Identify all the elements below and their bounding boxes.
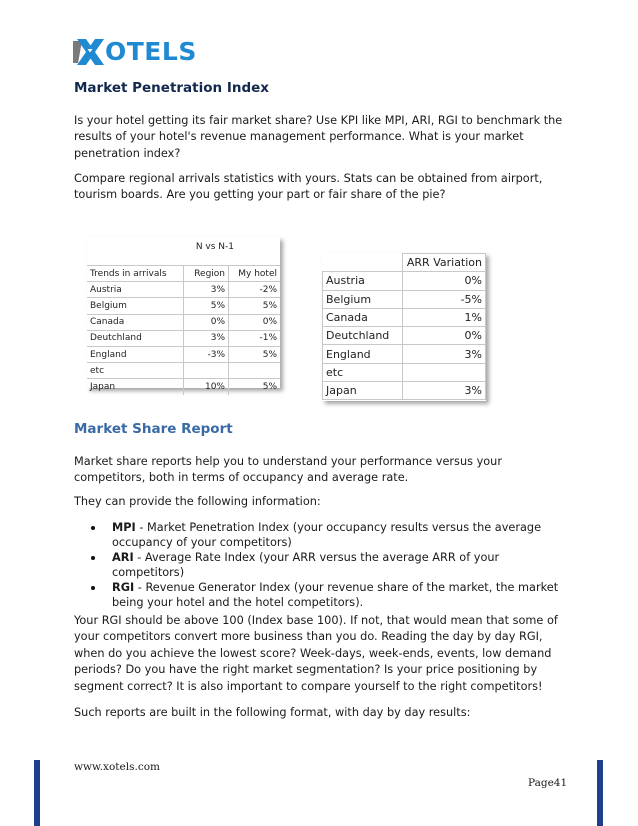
header-cell: Trends in arrivals	[87, 266, 184, 282]
section-title: Market Share Report	[74, 421, 233, 437]
country-cell: Japan	[87, 379, 184, 395]
x-logo-icon	[73, 35, 107, 69]
hotel-cell: -1%	[229, 330, 281, 346]
header-cell: ARR Variation	[403, 254, 486, 272]
table-row	[323, 382, 486, 400]
country-cell: etc	[323, 363, 403, 381]
list-item-term: ARI	[112, 551, 134, 564]
country-cell: England	[87, 346, 184, 362]
region-cell: 5%	[184, 298, 229, 314]
logo-text: OTELS	[105, 37, 197, 66]
hotel-cell: 0%	[229, 314, 281, 330]
arr-variation-table	[322, 253, 486, 401]
table-row	[87, 298, 280, 314]
region-cell: 3%	[184, 282, 229, 298]
footer-url-link[interactable]: www.xotels.com	[74, 761, 160, 773]
arr-cell: 3%	[403, 382, 486, 400]
hotel-cell: -2%	[229, 282, 281, 298]
trends-table-caption: N vs N-1	[195, 242, 234, 252]
header-cell: Region	[184, 266, 229, 282]
footer-left-bar	[34, 760, 40, 826]
country-cell: Belgium	[323, 290, 403, 308]
country-cell: Austria	[323, 272, 403, 290]
country-cell: Canada	[87, 314, 184, 330]
list-item-term: MPI	[112, 521, 136, 534]
list-item-term: RGI	[112, 581, 135, 594]
table-row	[87, 363, 280, 379]
market-share-paragraph: Market share reports help you to understand your performance versus your competitors, both in terms of occupancy and average rate.	[74, 455, 502, 485]
country-cell: Belgium	[87, 298, 184, 314]
trends-table	[87, 237, 280, 392]
table-row	[323, 327, 486, 345]
table-row	[323, 290, 486, 308]
country-cell: etc	[87, 363, 184, 379]
header-cell: My hotel	[229, 266, 281, 282]
country-cell: Deutchland	[323, 327, 403, 345]
rgi-paragraph: Your RGI should be above 100 (Index base 100). If not, that would mean that some of your competitors convert more business than you do. Reading the day by day RGI, when do you achieve the lowest score? Week-days, week-ends, events, low demand periods? Do you have the right market segmentation? Is your price positioning by segment correct? It is also important to compare yourself to the right competitors!	[74, 614, 558, 693]
arr-cell	[403, 363, 486, 381]
format-paragraph: Such reports are built in the following format, with day by day results:	[74, 706, 471, 719]
region-cell: 10%	[184, 379, 229, 395]
hotel-cell: 5%	[262, 381, 277, 392]
table-row	[87, 282, 280, 298]
page-title: Market Penetration Index	[74, 80, 269, 96]
table-row	[87, 314, 280, 330]
intro-paragraph-1: Is your hotel getting its fair market share? Use KPI like MPI, ARI, RGI to benchmark the results of your hotel's revenue management performance. What is your market penetration index?	[74, 114, 563, 160]
country-cell: Austria	[87, 282, 184, 298]
table-header-row	[323, 254, 486, 272]
list-item-desc: - Market Penetration Index (your occupancy results versus the average occupancy of your competitors)	[112, 521, 542, 549]
region-cell: 3%	[184, 330, 229, 346]
hotel-cell	[229, 363, 281, 379]
table-row	[323, 345, 486, 363]
info-intro: They can provide the following information:	[74, 495, 321, 508]
table-row	[87, 346, 280, 362]
arr-cell: 0%	[403, 272, 486, 290]
arr-cell: -5%	[403, 290, 486, 308]
region-cell: 0%	[184, 314, 229, 330]
country-cell: Canada	[323, 308, 403, 326]
info-list	[74, 520, 574, 610]
table-row	[323, 308, 486, 326]
intro-paragraph-2: Compare regional arrivals statistics with yours. Stats can be obtained from airport, tourism boards. Are you getting your part or fair share of the pie?	[74, 172, 543, 202]
region-cell: -3%	[184, 346, 229, 362]
arr-cell: 0%	[403, 327, 486, 345]
header-empty-cell	[323, 254, 403, 272]
region-cell	[184, 363, 229, 379]
footer-right-bar	[597, 760, 603, 826]
list-item-desc: - Revenue Generator Index (your revenue share of the market, the market being your hotel and the hotel competitors).	[112, 581, 559, 609]
arr-cell: 1%	[403, 308, 486, 326]
page-number: Page41	[528, 777, 568, 789]
list-item	[74, 550, 574, 580]
list-item	[74, 520, 574, 550]
table-row	[323, 363, 486, 381]
country-cell: Deutchland	[87, 330, 184, 346]
table-header-row	[87, 266, 280, 282]
table-row	[87, 379, 280, 395]
table-row	[87, 330, 280, 346]
hotel-cell: 5%	[229, 346, 281, 362]
table-row	[323, 272, 486, 290]
country-cell: Japan	[323, 382, 403, 400]
xotels-logo	[73, 35, 197, 69]
arr-cell: 3%	[403, 345, 486, 363]
list-item	[74, 580, 574, 610]
list-item-desc: - Average Rate Index (your ARR versus the average ARR of your competitors)	[112, 551, 500, 579]
hotel-cell: 5%	[229, 298, 281, 314]
country-cell: England	[323, 345, 403, 363]
